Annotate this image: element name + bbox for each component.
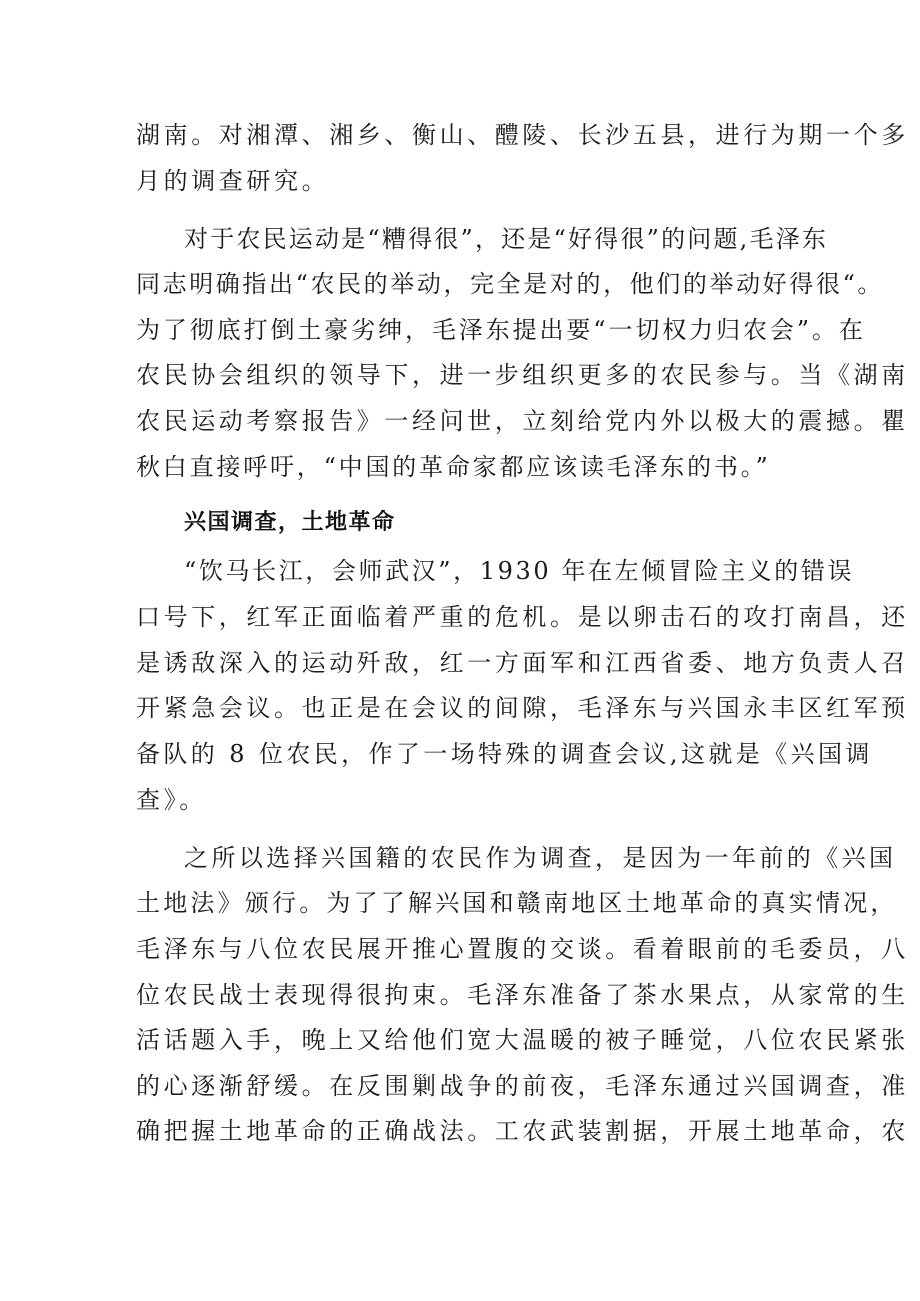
section-heading: 兴国调查，土地革命 [184, 510, 396, 535]
text-line: 土地法》颁行。为了了解兴国和赣南地区土地革命的真实情况， [136, 889, 898, 917]
text-line: 农民协会组织的领导下，进一步组织更多的农民参与。当《湖南 [136, 361, 909, 389]
text-line: 查》。 [136, 786, 207, 814]
text-line: 同志明确指出“农民的举动，完全是对的，他们的举动好得很“。 [136, 270, 884, 298]
text-line: 对于农民运动是“糟得很”，还是“好得很”的问题,毛泽东 [184, 225, 829, 253]
text-line: 月的调查研究。 [136, 167, 330, 195]
text-line: 湖南。对湘潭、湘乡、衡山、醴陵、长沙五县，进行为期一个多 [136, 121, 909, 149]
text-line: 位农民战士表现得很拘束。毛泽东准备了茶水果点，从家常的生 [136, 981, 909, 1009]
text-line: 开紧急会议。也正是在会议的间隙，毛泽东与兴国永丰区红军预 [136, 694, 909, 722]
text-line: 口号下，红军正面临着严重的危机。是以卵击石的攻打南昌，还 [136, 603, 909, 631]
text-line: 是诱敌深入的运动歼敌，红一方面军和江西省委、地方负责人召 [136, 649, 909, 677]
text-line: 活话题入手，晚上又给他们宽大温暖的被子睡觉，八位农民紧张 [136, 1026, 909, 1054]
text-line: 的心逐渐舒缓。在反围剿战争的前夜，毛泽东通过兴国调查，准 [136, 1072, 909, 1100]
text-line: 毛泽东与八位农民展开推心置腹的交谈。看着眼前的毛委员，八 [136, 935, 909, 963]
text-line: 之所以选择兴国籍的农民作为调查，是因为一年前的《兴国 [184, 844, 897, 872]
text-line: 农民运动考察报告》一经问世，立刻给党内外以极大的震撼。瞿 [136, 407, 909, 435]
text-line: 为了彻底打倒土豪劣绅，毛泽东提出要“一切权力归农会”。在 [136, 316, 866, 344]
text-line: “饮马长江，会师武汉”，1930 年在左倾冒险主义的错误 [184, 557, 855, 585]
text-line: 确把握土地革命的正确战法。工农武装割据，开展土地革命，农 [136, 1117, 909, 1145]
text-line: 备队的 8 位农民，作了一场特殊的调查会议,这就是《兴国调 [136, 740, 873, 768]
text-line: 秋白直接呼吁，“中国的革命家都应该读毛泽东的书。” [136, 453, 771, 481]
